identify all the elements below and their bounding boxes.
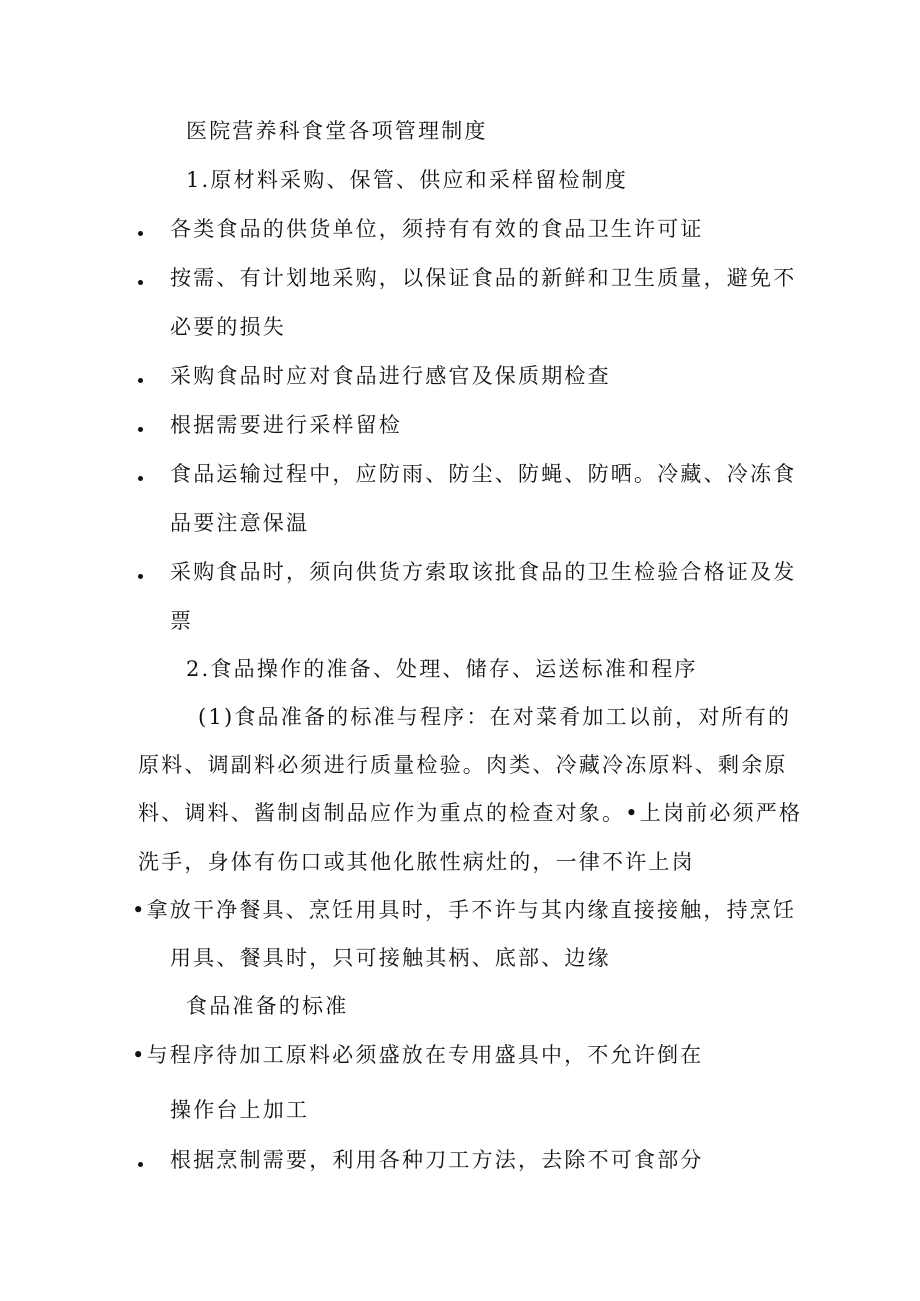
bullet-dot [138, 378, 143, 383]
list-item-6-line-2: 票 [170, 609, 194, 633]
list-item-2-line-1: 按需、有计划地采购，以保证食品的新鲜和卫生质量，避免不 [170, 266, 797, 290]
bullet-dot [138, 574, 143, 579]
bullet-dot [138, 427, 143, 432]
list-item-6-line-1: 采购食品时，须向供货方索取该批食品的卫生检验合格证及发 [170, 560, 797, 584]
section-2-heading: 2.食品操作的准备、处理、储存、运送标准和程序 [186, 657, 698, 681]
list-item-5-line-1: 食品运输过程中，应防雨、防尘、防蝇、防晒。冷藏、冷冻食 [170, 462, 797, 486]
list-item-4: 根据需要进行采样留检 [170, 413, 402, 437]
list-item-2-line-2: 必要的损失 [170, 315, 286, 339]
paragraph-line: 料、调料、酱制卤制品应作为重点的检查对象。•上岗前必须严格 [138, 801, 803, 825]
bullet-dot [138, 476, 143, 481]
sub-label: 食品准备的标准 [186, 994, 349, 1018]
procedure-item-line-2: 操作台上加工 [170, 1098, 310, 1122]
list-item-1: 各类食品的供货单位，须持有有效的食品卫生许可证 [170, 217, 704, 241]
bullet-dot [138, 231, 143, 236]
section-1-heading: 1.原材料采购、保管、供应和采样留检制度 [186, 168, 629, 192]
list-item-3: 采购食品时应对食品进行感官及保质期检查 [170, 364, 611, 388]
paragraph-line: (1)食品准备的标准与程序：在对菜肴加工以前，对所有的 [198, 705, 792, 729]
paragraph-line: 洗手，身体有伤口或其他化脓性病灶的，一律不许上岗 [138, 850, 695, 874]
handling-item-line-1: •拿放干净餐具、烹饪用具时，手不许与其内缘直接接触，持烹饪 [132, 898, 797, 922]
procedure-item-line-1: •与程序待加工原料必须盛放在专用盛具中，不允许倒在 [132, 1043, 704, 1067]
bullet-dot [138, 280, 143, 285]
paragraph-line: 原料、调副料必须进行质量检验。肉类、冷藏冷冻原料、剩余原 [138, 753, 788, 777]
list-item-5-line-2: 品要注意保温 [170, 511, 310, 535]
handling-item-line-2: 用具、餐具时，只可接触其柄、底部、边缘 [170, 946, 611, 970]
bullet-dot [138, 1162, 143, 1167]
last-list-item: 根据烹制需要，利用各种刀工方法，去除不可食部分 [170, 1148, 704, 1172]
document-title: 医院营养科食堂各项管理制度 [186, 119, 488, 143]
